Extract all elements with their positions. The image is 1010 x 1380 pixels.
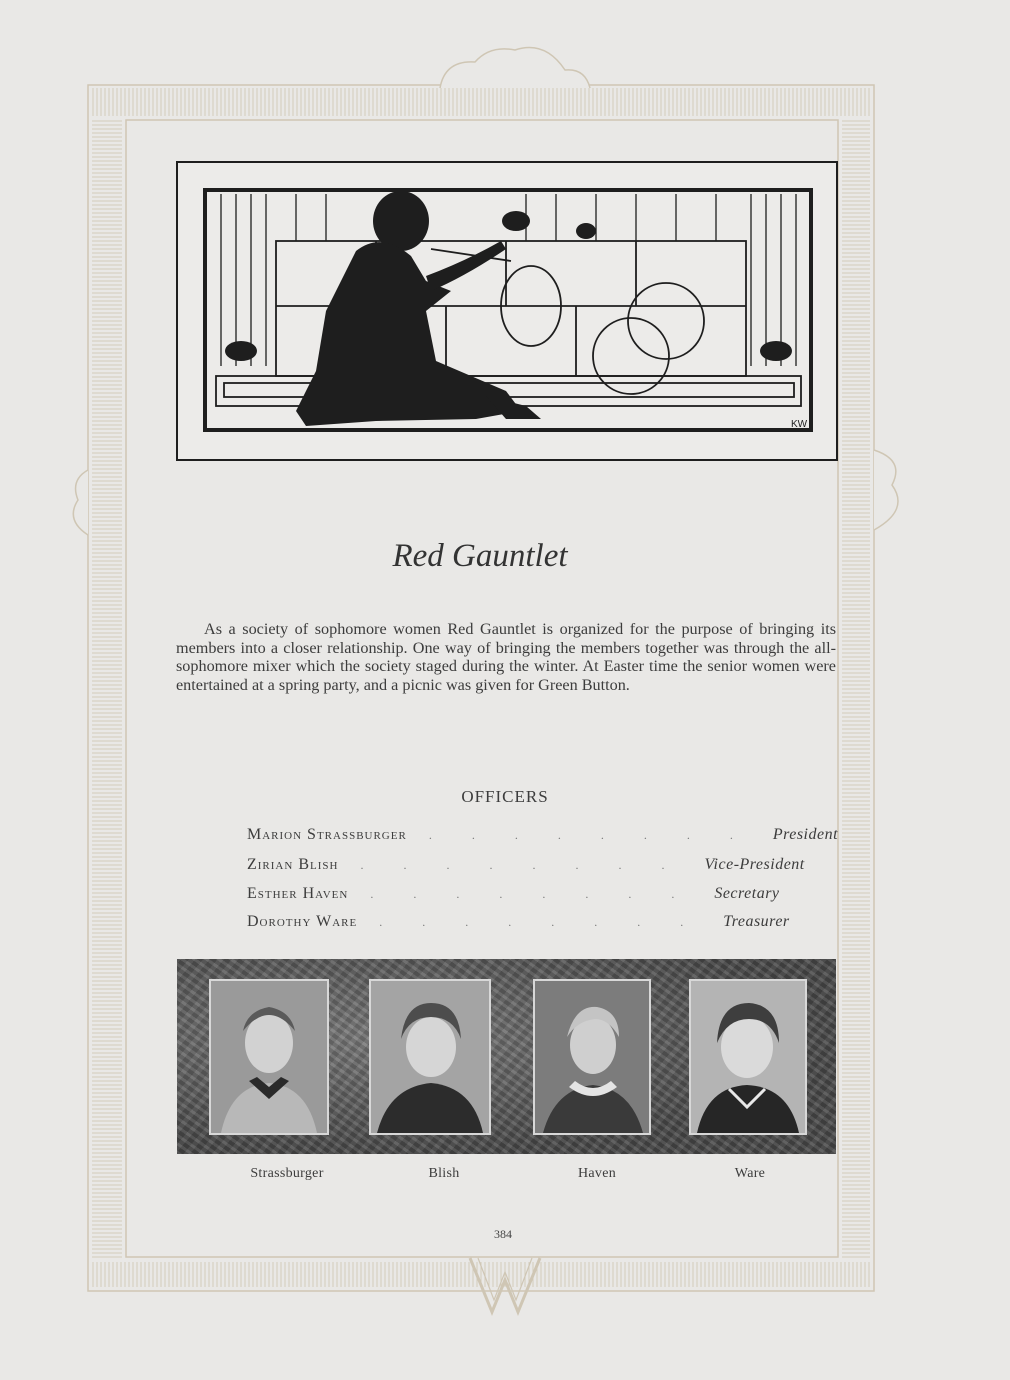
leader-dots: ........ [370, 887, 715, 901]
officer-name: Dorothy Ware [247, 913, 358, 930]
portrait-photo [209, 979, 329, 1135]
photo-caption: Haven [577, 1166, 617, 1181]
portrait-photo [369, 979, 491, 1135]
officer-row [247, 856, 805, 880]
officer-row [247, 913, 790, 937]
officer-role: President [772, 826, 839, 843]
officer-photo-strip [177, 959, 836, 1154]
officer-role: Vice-President [704, 856, 805, 873]
leader-dots: ........ [428, 828, 773, 842]
officers-heading: OFFICERS [461, 787, 549, 806]
portrait-photo [689, 979, 807, 1135]
description-paragraph: As a society of sophomore women Red Gauntlet is organized for the purpose of bringing its members into a closer relationship. One way of bringing the members together was through the all-sophomore mixer which the society staged during the winter. At Easter time the senior women were entertained at a spring party, and a picnic was given for Green Button. [176, 620, 836, 694]
officer-name: Esther Haven [247, 885, 349, 902]
illustration-signature: KW [791, 419, 808, 430]
officer-role: Treasurer [723, 913, 790, 930]
officer-role: Secretary [714, 885, 780, 902]
photo-caption: Blish [428, 1166, 460, 1181]
leader-dots: ........ [360, 858, 705, 872]
portrait-photo [533, 979, 651, 1135]
page-number: 384 [494, 1227, 512, 1241]
photo-caption: Strassburger [250, 1166, 324, 1181]
officer-name: Marion Strassburger [247, 826, 407, 843]
officer-row [247, 826, 839, 850]
page-title: Red Gauntlet [392, 538, 568, 574]
photo-caption: Ware [734, 1166, 766, 1181]
officer-name: Zirian Blish [247, 856, 339, 873]
officer-row [247, 885, 780, 909]
woman-blowing-bubbles-illustration [176, 161, 838, 461]
leader-dots: ........ [379, 915, 724, 929]
